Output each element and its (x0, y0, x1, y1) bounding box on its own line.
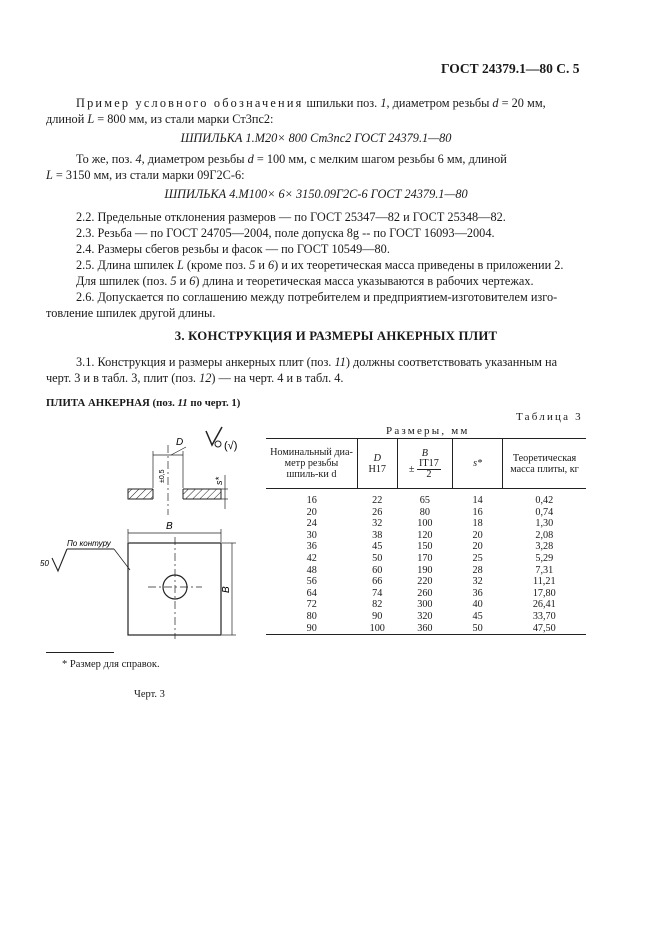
table-cell: 33,70 (532, 610, 556, 622)
designation-1: ШПИЛЬКА 1.М20× 800 Ст3пс2 ГОСТ 24379.1—80 (180, 131, 452, 145)
clause-2-2: 2.2. Предельные отклонения размеров — по ГОСТ 25347—82 и ГОСТ 25348—82. (76, 210, 506, 224)
table-cell: 20 (472, 529, 483, 541)
label-s: s* (214, 476, 224, 485)
table-cell: 32 (472, 576, 483, 588)
footnote-rule (46, 652, 114, 653)
col-s: s* (453, 439, 503, 489)
table-row (266, 489, 586, 507)
roughness-check: (√) (224, 440, 238, 452)
table-cell: 25 (472, 552, 483, 564)
label-D: D (176, 437, 184, 448)
table-cell: 18 (472, 518, 483, 530)
same-paragraph: То же, поз. 4, диаметром резьбы d = 100 мм, с мелким шагом резьбы 6 мм, длиной L = 3150 мм, из стали марки 09Г2С-6: (46, 152, 507, 182)
table-cell: 38 (372, 529, 383, 541)
table-cell: 60 (372, 564, 383, 576)
table-cell: 100 (357, 623, 397, 635)
table-cell: 190 (417, 564, 433, 576)
col-D: D H17 (357, 439, 397, 489)
table-cell: 300 (417, 599, 433, 611)
table-cell: 3,28 (535, 541, 554, 553)
table-cell: 90 (372, 610, 383, 622)
label-tolerance: ±0,5 (159, 469, 166, 483)
col-mass: Теоретическая масса плиты, кг (503, 439, 586, 489)
table-cell: 16 (472, 506, 483, 518)
table-row (266, 553, 586, 565)
table-cell: 32 (372, 518, 383, 530)
table-cell: 24 (306, 518, 317, 530)
table-cell: 11,21 (533, 576, 556, 588)
table-cell: 45 (472, 610, 483, 622)
example-paragraph: Пример условного обозначения шпильки поз. 1, диаметром резьбы d = 20 мм, длиной L = 800 мм, из стали марки Ст3пс2: (46, 96, 546, 126)
table-row (266, 611, 586, 623)
label-B-side: B (221, 586, 232, 593)
clause-2-6-cont: товление шпилек другой длины. (46, 306, 216, 320)
label-B-top: B (166, 521, 173, 532)
page-header: ГОСТ 24379.1—80 С. 5 (441, 61, 580, 76)
table-row (266, 565, 586, 577)
table-row (266, 623, 586, 635)
table-cell: 17,80 (532, 587, 556, 599)
table-cell: 5,29 (535, 552, 554, 564)
table-3-body (266, 489, 586, 635)
table-cell: 2,08 (535, 529, 554, 541)
table-cell: 90 (266, 623, 357, 635)
table-cell: 36 (306, 541, 317, 553)
table-cell: 120 (417, 529, 433, 541)
table-cell: 320 (417, 610, 433, 622)
col-d: Номинальный диа-метр резьбы шпиль-ки d (266, 439, 357, 489)
clause-2-3: 2.3. Резьба — по ГОСТ 24705—2004, поле допуска 8g -- по ГОСТ 16093—2004. (76, 226, 495, 240)
table-cell: 1,30 (535, 518, 554, 530)
table-cell: 82 (372, 599, 383, 611)
table-cell: 42 (306, 552, 317, 564)
table-row (266, 541, 586, 553)
table-cell: 26,41 (532, 599, 556, 611)
table-row (266, 588, 586, 600)
table-cell: 80 (306, 610, 317, 622)
table-cell: 50 (453, 623, 503, 635)
table-cell: 56 (306, 576, 317, 588)
table-cell: 20 (472, 541, 483, 553)
table-cell: 36 (472, 587, 483, 599)
designation-2: ШПИЛЬКА 4.М100× 6× 3150.09Г2С-6 ГОСТ 24379.1—80 (164, 187, 468, 201)
clause-2-5: 2.5. Длина шпилек L (кроме поз. 5 и 6) и их теоретическая масса приведены в приложении 2. (76, 258, 564, 272)
table-cell: 65 (419, 495, 430, 506)
table-3 (266, 438, 586, 635)
table-cell: 30 (306, 529, 317, 541)
table-cell: 260 (417, 587, 433, 599)
table-cell: 170 (417, 552, 433, 564)
table-row (266, 576, 586, 588)
table-cell: 20 (306, 506, 317, 518)
plate-plan (128, 543, 221, 635)
plate-drawing (40, 425, 255, 650)
table-cell: 0,42 (535, 495, 554, 506)
roughness-note-icon (52, 549, 130, 571)
table-cell: 100 (417, 518, 433, 530)
table-cell: 74 (372, 587, 383, 599)
table-cell: 26 (372, 506, 383, 518)
table-cell: 45 (372, 541, 383, 553)
table-row (266, 530, 586, 542)
table-cell: 80 (419, 506, 430, 518)
table-row (266, 599, 586, 611)
table-cell: 220 (417, 576, 433, 588)
table-cell: 7,31 (535, 564, 554, 576)
roughness-value: 50 (40, 559, 49, 568)
table-cell: 40 (472, 599, 483, 611)
table-row (266, 507, 586, 519)
clause-2-5-cont: Для шпилек (поз. 5 и 6) длина и теоретическая масса указываются в рабочих чертежах. (76, 274, 534, 288)
table-cell: 360 (397, 623, 453, 635)
table-cell: 66 (372, 576, 383, 588)
table-cell: 48 (306, 564, 317, 576)
table-cell: 64 (306, 587, 317, 599)
figure-label: Черт. 3 (134, 689, 165, 700)
table-cell: 47,50 (503, 623, 586, 635)
table-cell: 22 (372, 495, 383, 506)
table-cell: 28 (472, 564, 483, 576)
table-cell: 72 (306, 599, 317, 611)
table-3-units: Размеры, мм (386, 425, 470, 437)
section-title: 3. КОНСТРУКЦИЯ И РАЗМЕРЫ АНКЕРНЫХ ПЛИТ (174, 329, 498, 343)
clause-3-1: 3.1. Конструкция и размеры анкерных плит (поз. 11) должны соответствовать указанным на черт. 3 и в табл. 3, плит (поз. 12) — на черт. 4 и в табл. 4. (46, 355, 558, 385)
table-cell: 14 (472, 495, 483, 506)
table-cell: 0,74 (535, 506, 554, 518)
table-3-title: Таблица 3 (516, 411, 583, 423)
clause-2-4: 2.4. Размеры сбегов резьбы и фасок — по ГОСТ 10549—80. (76, 242, 390, 256)
table-cell: 50 (372, 552, 383, 564)
roughness-symbol-icon (206, 427, 222, 447)
clause-2-6: 2.6. Допускается по соглашению между потребителем и предприятием-изготовителем изго- (76, 290, 558, 304)
table-cell: 150 (417, 541, 433, 553)
example-label: Пример условного обозначения (76, 96, 304, 110)
table-cell: 16 (306, 495, 317, 506)
contour-label: По контуру (67, 539, 111, 548)
col-B: B ± $\frac{IT17}{2}$ (397, 439, 453, 489)
footnote: * Размер для справок. (62, 659, 160, 670)
clauses (46, 209, 586, 321)
table-row (266, 518, 586, 530)
plate-caption: ПЛИТА АНКЕРНАЯ (поз. 11 по черт. 1) (46, 397, 241, 409)
